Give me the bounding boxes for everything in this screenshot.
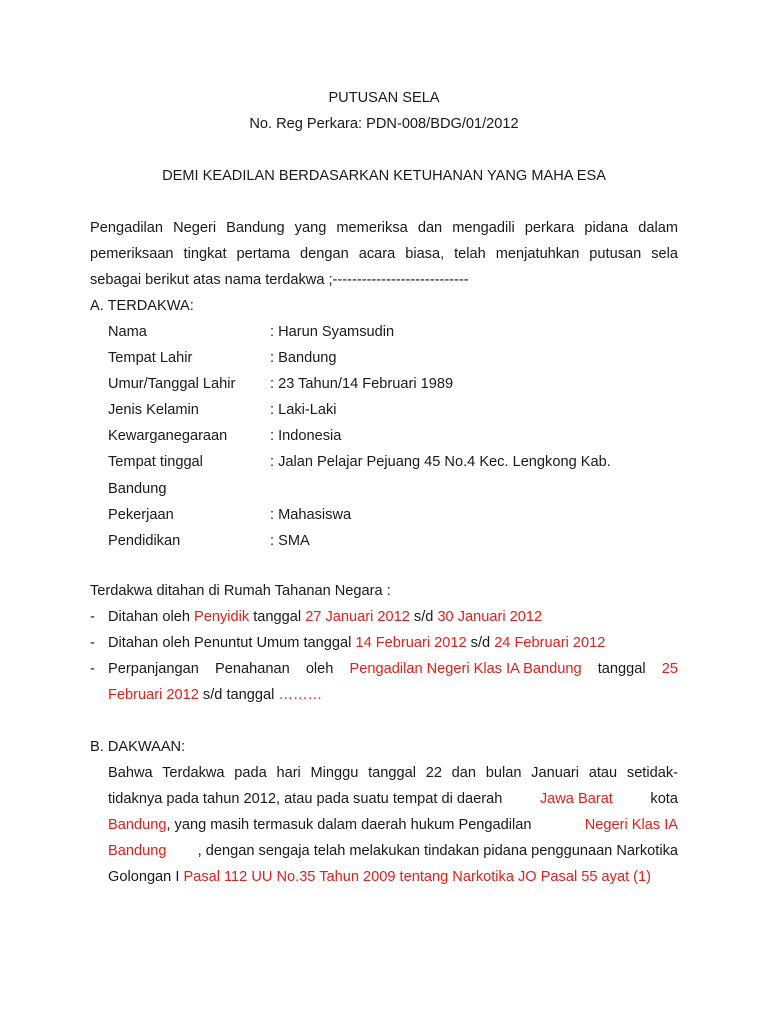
text-fragment: kota [650, 791, 678, 807]
field-label: Bandung [108, 481, 167, 497]
highlight-text: Penyidik [194, 609, 250, 625]
highlight-date: 25 [661, 661, 678, 677]
intro-line-1: Pengadilan Negeri Bandung yang memeriksa dan mengadili perkara pidana dalam [90, 220, 678, 236]
highlight-date: 27 Januari 2012 [305, 609, 410, 625]
dakwaan-line-1: Bahwa Terdakwa pada hari Minggu tanggal 22 dan bulan Januari atau setidak- [108, 765, 678, 781]
field-label: Tempat Lahir [108, 350, 193, 366]
dakwaan-line-5 [108, 869, 678, 885]
highlight-date: 24 Februari 2012 [494, 635, 606, 651]
text-fragment: , dengan sengaja telah melakukan tindakan pidana penggunaan Narkotika [197, 843, 678, 859]
field-label: Kewarganegaraan [108, 428, 228, 444]
field-label: Umur/Tanggal Lahir [108, 376, 236, 392]
field-value: : 23 Tahun/14 Februari 1989 [270, 376, 454, 392]
field-value: : SMA [270, 533, 310, 549]
dakwaan-line-3 [108, 817, 678, 833]
section-b-heading: B. DAKWAAN: [90, 739, 186, 755]
highlight-legal-article: Pasal 112 UU No.35 Tahun 2009 tentang Narkotika JO Pasal 55 ayat (1) [183, 869, 652, 885]
field-label: Pendidikan [108, 533, 181, 549]
text-fragment: Penahanan [215, 661, 290, 677]
text-fragment: s/d [466, 635, 495, 651]
field-value: : Laki-Laki [270, 402, 337, 418]
detention-intro: Terdakwa ditahan di Rumah Tahanan Negara : [90, 583, 391, 599]
detention-item-3-continued [108, 687, 678, 703]
field-value: : Harun Syamsudin [270, 324, 395, 340]
highlight-city: Bandung [108, 817, 167, 833]
registration-number: No. Reg Perkara: PDN-008/BDG/01/2012 [249, 116, 519, 132]
text-fragment: Ditahan oleh Penuntut Umum tanggal [108, 635, 356, 651]
highlight-placeholder: ……… [278, 687, 323, 703]
section-a-heading: A. TERDAKWA: [90, 298, 194, 314]
field-value: : Jalan Pelajar Pejuang 45 No.4 Kec. Lengkong Kab. [270, 454, 611, 470]
field-value: : Indonesia [270, 428, 342, 444]
field-label: Pekerjaan [108, 507, 174, 523]
bullet-dash: - [90, 661, 95, 677]
text-fragment: tanggal [249, 609, 306, 625]
intro-line-2: pemeriksaan tingkat pertama dengan acara biasa, telah menjatuhkan putusan sela [90, 246, 678, 262]
document-title: PUTUSAN SELA [328, 90, 440, 106]
highlight-region: Jawa Barat [539, 791, 613, 807]
dakwaan-line-4 [108, 843, 678, 859]
highlight-court-name: Pengadilan Negeri Klas IA Bandung [349, 661, 582, 677]
bullet-dash: - [90, 609, 95, 625]
text-fragment: tanggal [597, 661, 646, 677]
intro-line-3: sebagai berikut atas nama terdakwa ;---------------------------- [90, 272, 469, 288]
highlight-date: 14 Februari 2012 [355, 635, 467, 651]
text-fragment: Perpanjangan [108, 661, 199, 677]
field-label: Nama [108, 324, 147, 340]
text-fragment: s/d tanggal [198, 687, 279, 703]
text-fragment: tidaknya pada tahun 2012, atau pada suatu tempat di daerah [108, 791, 503, 807]
field-value: : Bandung [270, 350, 337, 366]
field-value: : Mahasiswa [270, 507, 352, 523]
dakwaan-line-2 [108, 791, 678, 807]
text-fragment: Ditahan oleh [108, 609, 195, 625]
text-fragment: , yang masih termasuk dalam daerah hukum Pengadilan [166, 817, 532, 833]
highlight-date: 30 Januari 2012 [437, 609, 543, 625]
field-label: Jenis Kelamin [108, 402, 199, 418]
highlight-date: Februari 2012 [108, 687, 199, 703]
bullet-dash: - [90, 635, 95, 651]
text-fragment: s/d [409, 609, 438, 625]
text-fragment: Golongan I [108, 869, 184, 885]
highlight-court-name: Negeri Klas IA [584, 817, 678, 833]
highlight-city: Bandung [108, 843, 167, 859]
text-fragment: oleh [305, 661, 334, 677]
field-label: Tempat tinggal [108, 454, 203, 470]
invocation-line: DEMI KEADILAN BERDASARKAN KETUHANAN YANG MAHA ESA [162, 168, 606, 184]
